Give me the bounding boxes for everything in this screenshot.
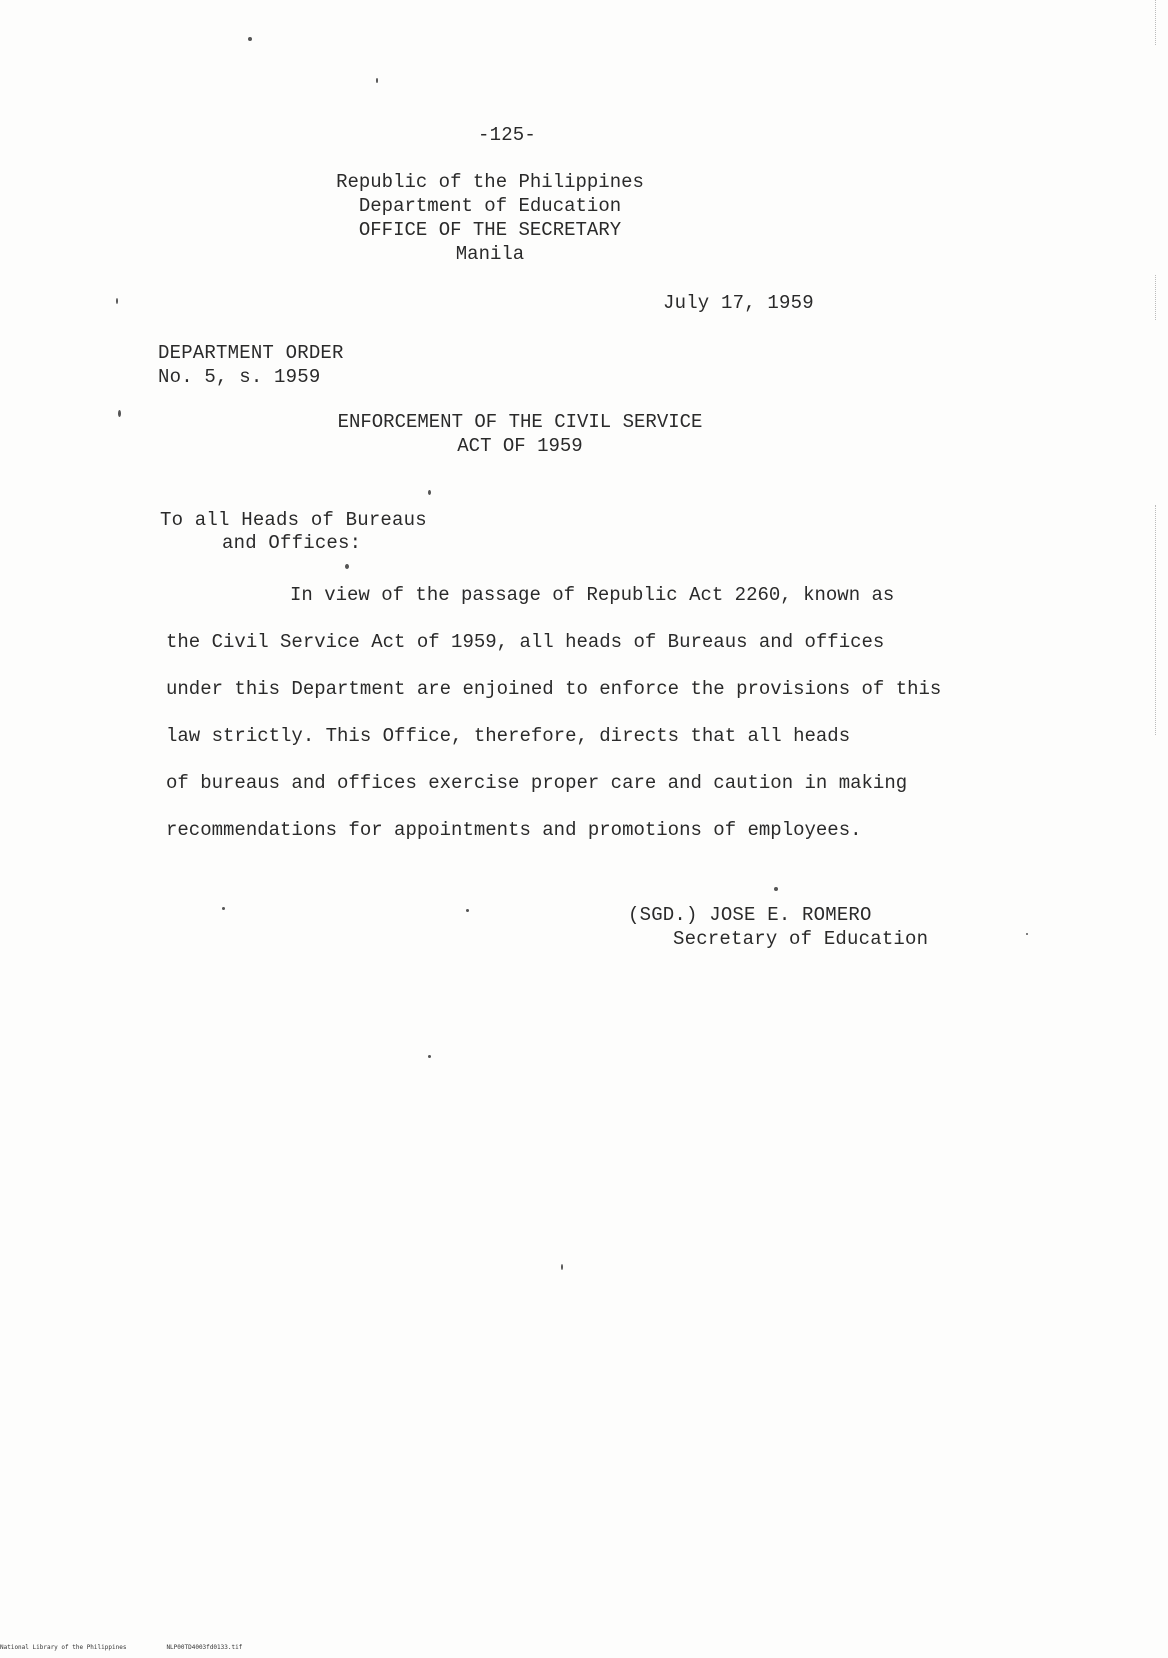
scan-speck — [1026, 933, 1028, 935]
body-line: recommendations for appointments and promotions of employees. — [166, 819, 862, 841]
scan-speck — [248, 37, 252, 41]
letterhead-country: Republic of the Philippines — [336, 171, 644, 193]
scan-speck — [428, 1055, 431, 1058]
scan-speck — [428, 490, 431, 495]
scan-speck — [466, 909, 469, 912]
page-number: -125- — [478, 124, 537, 146]
subject-heading — [300, 410, 740, 458]
order-title: DEPARTMENT ORDER — [158, 342, 344, 364]
scan-speck — [774, 887, 778, 891]
scan-speck — [561, 1264, 563, 1270]
footer-file: NLP00TD4003fd0133.tif — [166, 1644, 243, 1651]
scan-edge-marks — [1155, 0, 1158, 45]
scan-speck — [345, 564, 349, 569]
body-line: of bureaus and offices exercise proper care and caution in making — [166, 772, 908, 794]
scan-edge-marks — [1155, 505, 1158, 735]
addressee-line-2: and Offices: — [222, 532, 362, 554]
body-paragraph — [166, 572, 986, 854]
signature-title: Secretary of Education — [673, 928, 929, 950]
footer-library: National Library of the Philippines — [0, 1644, 127, 1651]
scan-edge-marks — [1155, 275, 1158, 320]
body-line: law strictly. This Office, therefore, directs that all heads — [166, 725, 851, 747]
scan-footer — [0, 1644, 282, 1651]
subject-line-1: ENFORCEMENT OF THE CIVIL SERVICE — [337, 411, 703, 433]
letterhead-city: Manila — [455, 243, 525, 265]
scan-speck — [116, 298, 118, 304]
letterhead-office: OFFICE OF THE SECRETARY — [358, 219, 622, 241]
scan-speck — [376, 78, 378, 83]
addressee-line-1: To all Heads of Bureaus — [160, 509, 427, 531]
body-line: under this Department are enjoined to enforce the provisions of this — [166, 678, 942, 700]
body-line: the Civil Service Act of 1959, all heads of Bureaus and offices — [166, 631, 885, 653]
scan-speck — [222, 907, 225, 910]
scan-speck — [118, 410, 121, 417]
body-line: In view of the passage of Republic Act 2260, known as — [290, 584, 895, 606]
document-date: July 17, 1959 — [663, 292, 814, 314]
order-number: No. 5, s. 1959 — [158, 366, 321, 388]
letterhead — [300, 170, 680, 266]
subject-line-2: ACT OF 1959 — [457, 435, 583, 457]
letterhead-department: Department of Education — [358, 195, 622, 217]
signature-name: (SGD.) JOSE E. ROMERO — [628, 904, 872, 926]
